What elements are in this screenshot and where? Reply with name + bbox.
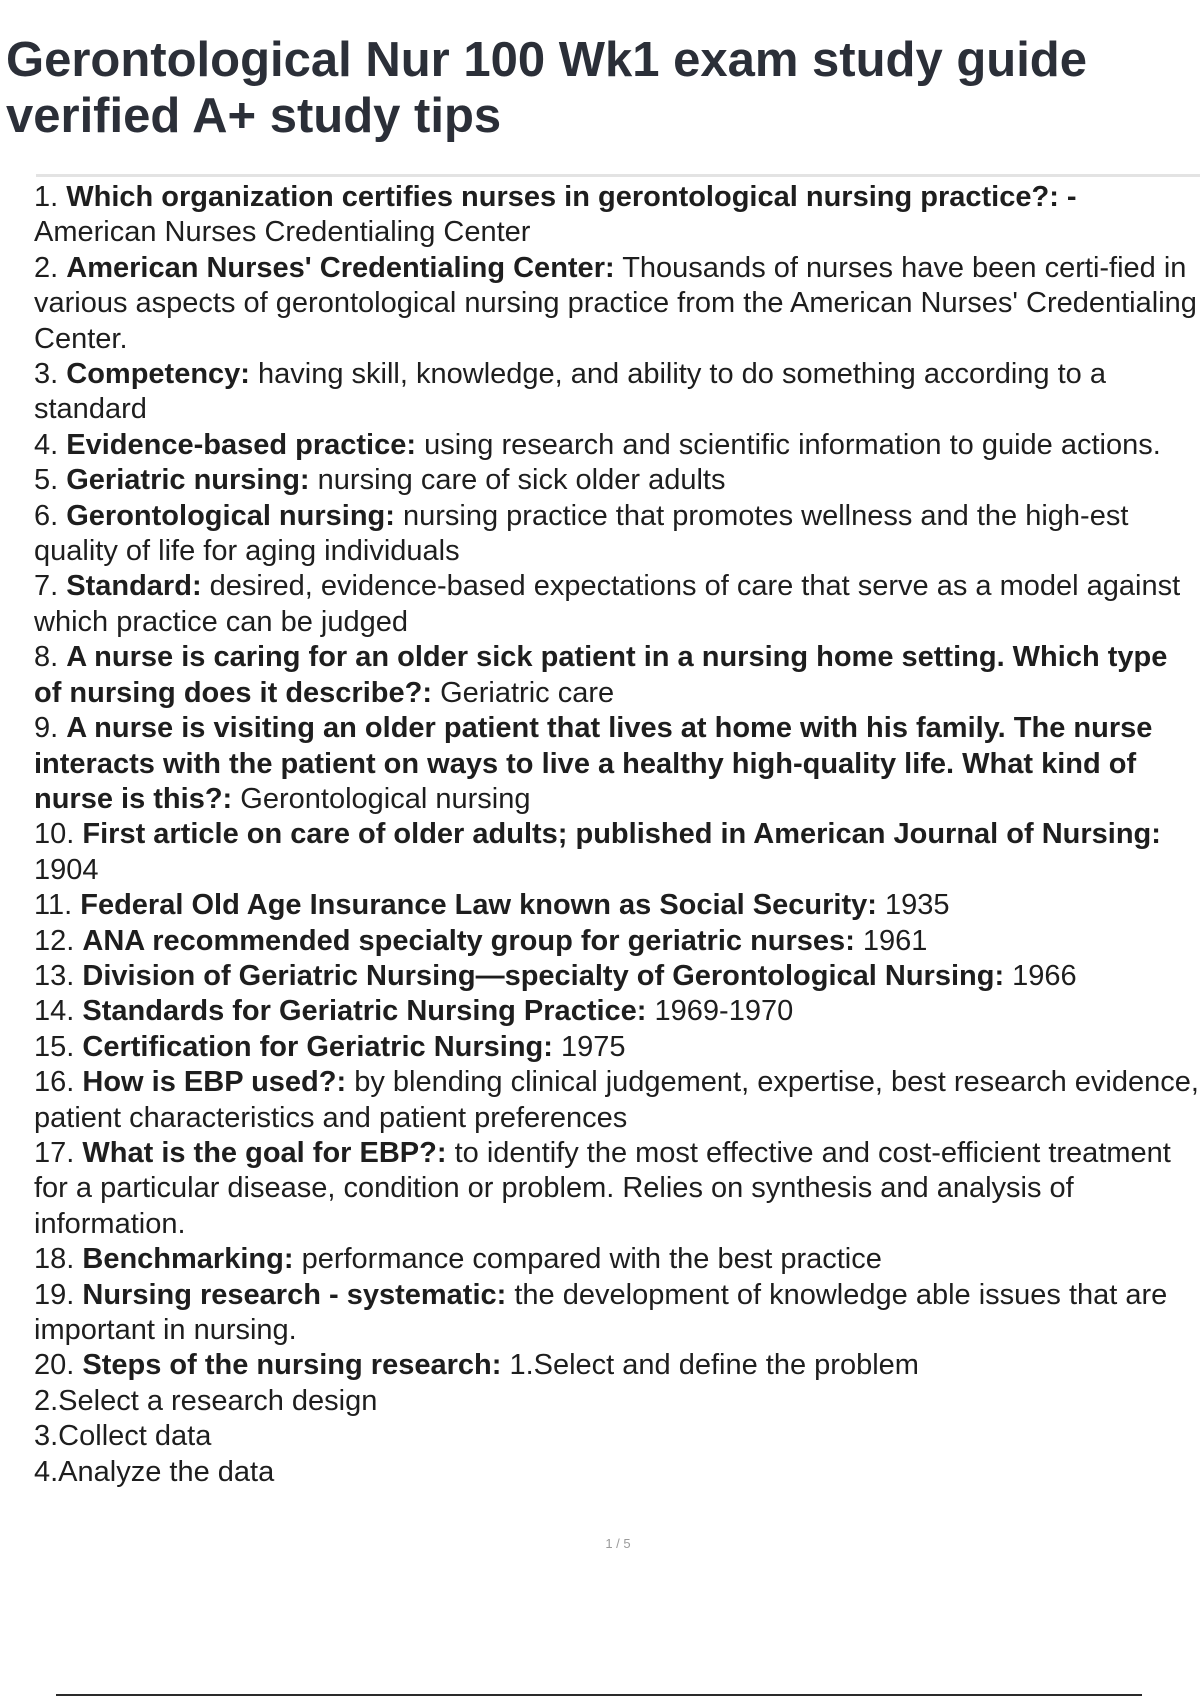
qa-answer: 1.Select and define the problem bbox=[509, 1349, 919, 1382]
qa-separator: : bbox=[283, 1243, 294, 1276]
qa-term: How is EBP used? bbox=[82, 1066, 337, 1099]
qa-term: Gerontological nursing bbox=[66, 499, 386, 532]
qa-answer: to identify the most effective and cost-efficient treatment for a particular disease, condition or problem. Relies on synthesis and analysis of information. bbox=[34, 1136, 1171, 1240]
qa-item bbox=[34, 994, 1200, 1029]
qa-item bbox=[34, 1136, 1200, 1242]
qa-number: 2. bbox=[34, 251, 59, 284]
qa-answer: Gerontological nursing bbox=[240, 782, 531, 815]
qa-term: What is the goal for EBP? bbox=[82, 1136, 437, 1169]
qa-term: Steps of the nursing research bbox=[82, 1349, 492, 1382]
qa-term: First article on care of older adults; published in American Journal of Nursing bbox=[82, 818, 1152, 851]
title-line-1: Gerontological Nur 100 Wk1 exam study guide bbox=[6, 33, 1087, 87]
qa-number: 12. bbox=[34, 924, 75, 957]
qa-answer: 1966 bbox=[1012, 959, 1077, 992]
qa-separator: : bbox=[491, 1349, 502, 1382]
qa-answer: 1969-1970 bbox=[654, 995, 794, 1028]
qa-term: Standards for Geriatric Nursing Practice bbox=[82, 995, 637, 1028]
qa-term: Division of Geriatric Nursing—specialty of Gerontological Nursing bbox=[82, 959, 995, 992]
qa-number: 9. bbox=[34, 712, 59, 745]
qa-separator: : bbox=[994, 959, 1005, 992]
qa-answer: the development of knowledge able issues that are important in nursing. bbox=[34, 1278, 1168, 1346]
qa-separator: : bbox=[385, 499, 395, 532]
qa-number: 4. bbox=[34, 428, 59, 461]
qa-answer: 1975 bbox=[560, 1030, 626, 1063]
qa-answer: performance compared with the best practice bbox=[301, 1243, 882, 1276]
qa-answer: 1904 bbox=[34, 853, 99, 886]
qa-item bbox=[34, 569, 1200, 640]
qa-term: Benchmarking bbox=[82, 1243, 284, 1276]
qa-number: 15. bbox=[34, 1030, 75, 1063]
qa-number: 20. bbox=[34, 1349, 75, 1382]
qa-item bbox=[34, 357, 1200, 428]
qa-separator: : bbox=[436, 1136, 447, 1169]
qa-term: Evidence-based practice bbox=[66, 428, 407, 461]
qa-list bbox=[34, 180, 1200, 1490]
qa-separator: : bbox=[422, 676, 432, 709]
qa-number: 8. bbox=[34, 641, 59, 674]
qa-item bbox=[34, 640, 1200, 711]
qa-item bbox=[34, 888, 1200, 923]
qa-answer: American Nurses Credentialing Center bbox=[34, 216, 531, 249]
qa-number: 17. bbox=[34, 1136, 75, 1169]
qa-separator: : bbox=[543, 1030, 553, 1063]
qa-item bbox=[34, 180, 1200, 251]
title-divider bbox=[36, 174, 1200, 177]
qa-answer: by blending clinical judgement, expertise, best research evidence, patient characteristics and patient preferences bbox=[34, 1066, 1199, 1134]
qa-term: A nurse is visiting an older patient that lives at home with his family. The nurse interacts with the patient on ways to live a healthy high-quality life. What kind of nurse is this? bbox=[34, 712, 1153, 815]
document-title bbox=[6, 32, 1156, 144]
qa-item bbox=[34, 1030, 1200, 1065]
qa-term: Geriatric nursing bbox=[66, 464, 300, 497]
page-counter: 1 / 5 bbox=[605, 1536, 631, 1551]
qa-item bbox=[34, 924, 1200, 959]
qa-answer: Thousands of nurses have been certi-fied in various aspects of gerontological nursing practice from the American Nurses' Credentialing Center. bbox=[34, 251, 1197, 355]
qa-number: 13. bbox=[34, 959, 75, 992]
qa-number: 10. bbox=[34, 818, 75, 851]
qa-item bbox=[34, 251, 1200, 357]
qa-term: A nurse is caring for an older sick patient in a nursing home setting. Which type of nursing does it describe? bbox=[34, 641, 1168, 709]
qa-separator: : bbox=[336, 1066, 347, 1099]
qa-separator: : bbox=[299, 464, 310, 497]
qa-term: Federal Old Age Insurance Law known as Social Security bbox=[80, 889, 868, 922]
qa-separator: : bbox=[496, 1278, 507, 1311]
qa-term: Competency bbox=[66, 358, 241, 391]
qa-number: 14. bbox=[34, 995, 75, 1028]
qa-separator: : bbox=[1151, 818, 1161, 851]
qa-number: 3. bbox=[34, 358, 59, 391]
qa-answer: nursing practice that promotes wellness and the high-est quality of life for aging individuals bbox=[34, 499, 1129, 568]
qa-term: American Nurses' Credentialing Center bbox=[66, 251, 605, 284]
qa-number: 19. bbox=[34, 1278, 75, 1311]
title-line-2: verified A+ study tips bbox=[6, 89, 502, 143]
qa-term: Certification for Geriatric Nursing bbox=[82, 1030, 544, 1063]
qa-separator: : bbox=[604, 251, 615, 284]
qa-separator: : bbox=[240, 358, 250, 391]
qa-separator: : bbox=[191, 570, 202, 603]
qa-separator: : bbox=[222, 782, 233, 815]
qa-item bbox=[34, 428, 1200, 463]
qa-number: 6. bbox=[34, 499, 59, 532]
qa-answer: 1935 bbox=[884, 889, 950, 922]
qa-item bbox=[34, 463, 1200, 498]
footer-divider bbox=[56, 1694, 1142, 1696]
research-step: 2.Select a research design bbox=[34, 1384, 378, 1417]
qa-separator: : bbox=[845, 924, 855, 957]
qa-separator: : bbox=[636, 995, 647, 1028]
qa-answer: Geriatric care bbox=[440, 676, 615, 709]
qa-term: Standard bbox=[66, 570, 192, 603]
qa-answer: using research and scientific information to guide actions. bbox=[424, 428, 1161, 461]
qa-item bbox=[34, 959, 1200, 994]
qa-item bbox=[34, 499, 1200, 570]
qa-item bbox=[34, 1278, 1200, 1349]
qa-term: Which organization certifies nurses in gerontological nursing practice? bbox=[66, 181, 1050, 213]
qa-item bbox=[34, 1242, 1200, 1277]
qa-item bbox=[34, 711, 1200, 817]
qa-item bbox=[34, 1065, 1200, 1136]
qa-separator: : bbox=[867, 889, 877, 922]
qa-answer: 1961 bbox=[862, 924, 928, 957]
qa-answer: having skill, knowledge, and ability to do something according to a standard bbox=[34, 358, 1106, 426]
qa-term: ANA recommended specialty group for geriatric nurses bbox=[82, 924, 846, 957]
qa-answer: nursing care of sick older adults bbox=[317, 464, 726, 497]
qa-term: Nursing research - systematic bbox=[82, 1278, 497, 1311]
qa-item bbox=[34, 817, 1200, 888]
research-step: 4.Analyze the data bbox=[34, 1455, 275, 1488]
qa-number: 11. bbox=[34, 889, 73, 922]
qa-number: 18. bbox=[34, 1243, 75, 1276]
qa-separator: : bbox=[406, 428, 417, 461]
qa-number: 5. bbox=[34, 464, 59, 497]
qa-separator: : - bbox=[1049, 181, 1077, 213]
qa-number: 16. bbox=[34, 1066, 75, 1099]
qa-number: 7. bbox=[34, 570, 59, 603]
research-step: 3.Collect data bbox=[34, 1420, 212, 1453]
qa-item bbox=[34, 1348, 1200, 1383]
qa-number: 1. bbox=[34, 181, 59, 213]
qa-answer: desired, evidence-based expectations of care that serve as a model against which practice can be judged bbox=[34, 570, 1181, 638]
